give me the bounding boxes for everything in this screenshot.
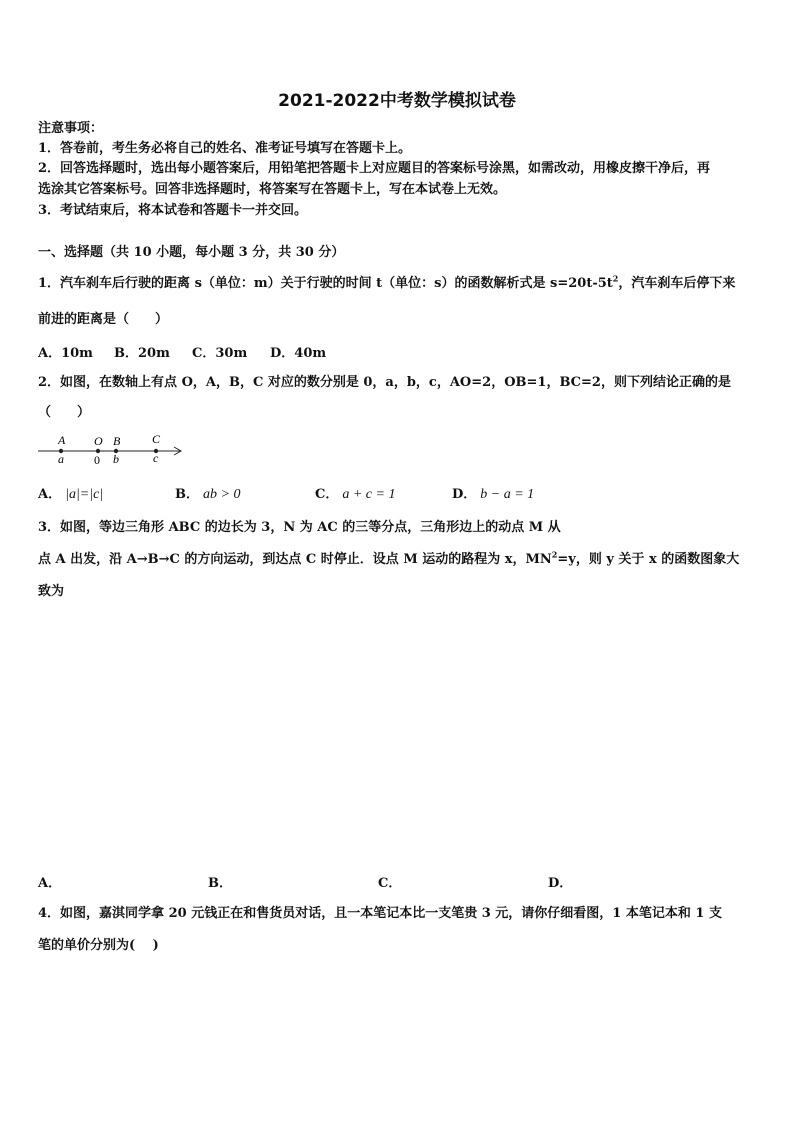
- q3-option-b: B．: [208, 876, 232, 891]
- question-4-text-cont: 笔的单价分别为( ): [38, 938, 159, 953]
- q1-option-b: B．20m: [114, 346, 170, 361]
- label-b-top: B: [113, 434, 121, 448]
- q3-option-c: C．: [378, 876, 402, 891]
- q1-option-d: D．40m: [270, 346, 327, 361]
- label-a-top: A: [58, 433, 66, 447]
- question-2-text-cont: （ ）: [38, 405, 91, 420]
- question-3-text-end: 致为: [38, 584, 65, 599]
- q2-option-d: D． b − a = 1: [452, 487, 535, 502]
- number-line-figure: [36, 430, 186, 466]
- notice-item-2-cont: 选涂其它答案标号。回答非选择题时，将答案写在答题卡上，写在本试卷上无效。: [38, 182, 507, 197]
- label-c-top: C: [152, 432, 161, 446]
- notice-item-3: 3．考试结束后，将本试卷和答题卡一并交回。: [38, 203, 308, 218]
- label-b-bottom: b: [113, 452, 119, 466]
- section-heading: 一、选择题（共 10 小题，每小题 3 分，共 30 分）: [38, 245, 345, 260]
- q2-option-b: B． ab > 0: [175, 487, 241, 502]
- label-c-bottom: c: [153, 451, 159, 465]
- label-o-bottom: 0: [94, 453, 100, 466]
- notice-item-2: 2．回答选择题时，选出每小题答案后，用铅笔把答题卡上对应题目的答案标号涂黑，如需改动，用橡皮擦干净后，再: [38, 161, 711, 176]
- question-3-text-cont: 点 A 出发，沿 A→B→C 的方向运动，到达点 C 时停止．设点 M 运动的路程为 x，$MN^2=y$，则 y 关于 x 的函数图象大: [38, 549, 740, 567]
- q3-option-a: A．: [38, 876, 62, 891]
- page-title: 2021-2022中考数学模拟试卷: [278, 91, 516, 111]
- question-3-text: 3．如图，等边三角形 ABC 的边长为 3，N 为 AC 的三等分点，三角形边上的动点 M 从: [38, 520, 561, 535]
- q2-option-a: A． |a|=|c|: [38, 487, 104, 502]
- notice-heading: 注意事项：: [38, 121, 104, 136]
- q2-option-c: C． a + c = 1: [315, 487, 396, 502]
- label-a-bottom: a: [58, 452, 64, 466]
- q3-option-d: D．: [548, 876, 573, 891]
- notice-item-1: 1．答卷前，考生务必将自己的姓名、准考证号填写在答题卡上。: [38, 141, 412, 156]
- question-1-text-cont: 前进的距离是（ ）: [38, 312, 169, 327]
- label-o-top: O: [94, 434, 103, 448]
- question-1-text: 1．汽车刹车后行驶的距离 s（单位：m）关于行驶的时间 t（单位：s）的函数解析式是 $s=20t-5t^2$，汽车刹车后停下来: [38, 273, 736, 291]
- q1-option-c: C．30m: [192, 346, 248, 361]
- question-4-text: 4．如图，嘉淇同学拿 20 元钱正在和售货员对话，且一本笔记本比一支笔贵 3 元，请你仔细看图，1 本笔记本和 1 支: [38, 906, 722, 921]
- question-2-text: 2．如图，在数轴上有点 O，A，B，C 对应的数分别是 0，a，b，c，AO=2，OB=1，BC=2，则下列结论正确的是: [38, 375, 731, 390]
- q1-option-a: A．10m: [38, 346, 93, 361]
